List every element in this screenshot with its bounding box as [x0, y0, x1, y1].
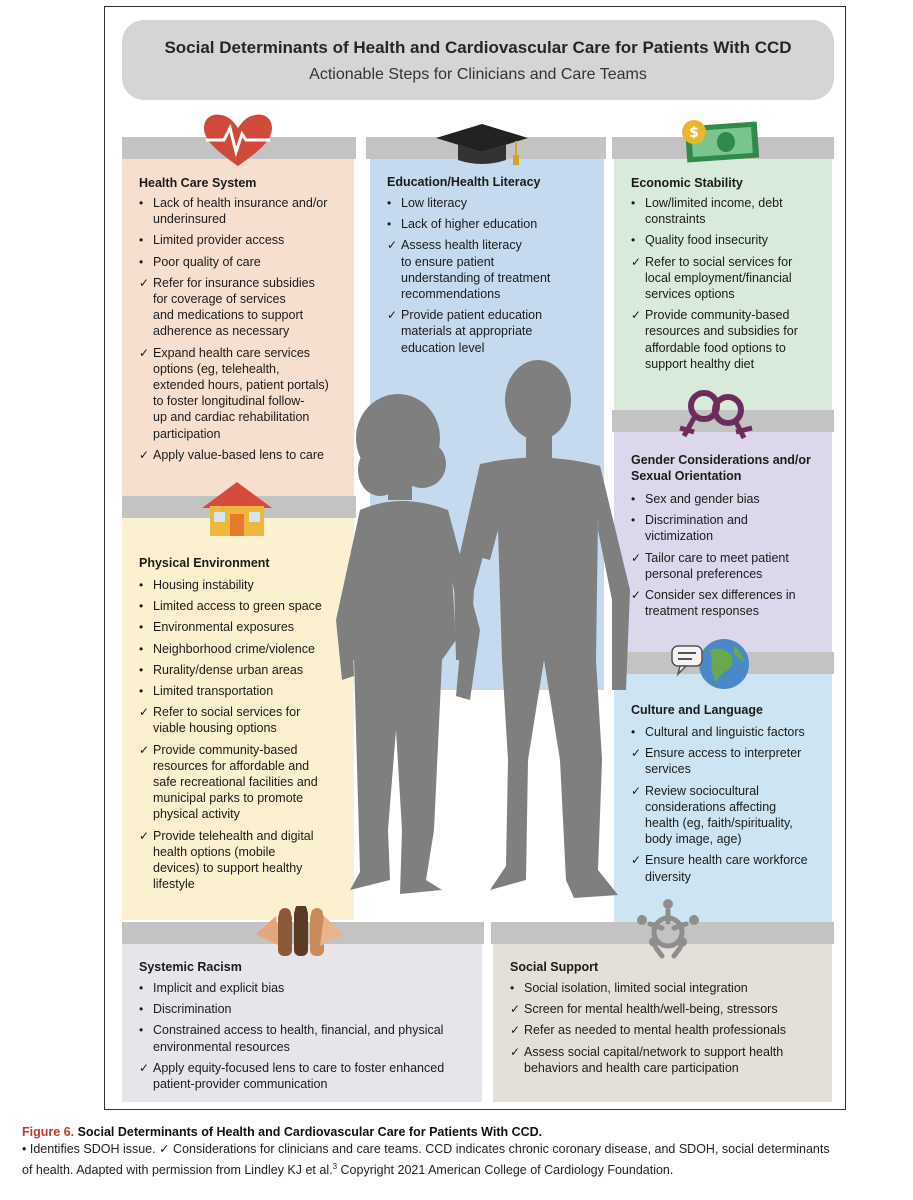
check-marker: ✓ — [139, 828, 150, 843]
clinician-consideration-item — [631, 587, 827, 619]
systemic-racism-list — [139, 980, 479, 1097]
figure-caption — [22, 1124, 912, 1179]
item-text-line: constraints — [645, 212, 706, 227]
physical-environment-list — [139, 577, 351, 897]
item-text-line: Ensure access to interpreter — [645, 746, 802, 761]
item-text-line: for coverage of services — [153, 292, 286, 307]
clinician-consideration-item — [510, 1001, 830, 1017]
health-care-system-title: Health Care System — [139, 176, 257, 190]
bullet-marker: • — [139, 662, 144, 677]
clinician-consideration-item — [139, 742, 351, 823]
bullet-marker: • — [510, 981, 515, 995]
caption-issue-text: Identifies SDOH issue. — [26, 1142, 160, 1156]
bullet-marker: • — [139, 578, 144, 592]
item-text-line: Implicit and explicit bias — [153, 981, 285, 995]
physical-environment-title: Physical Environment — [139, 556, 270, 570]
diverse-hands-icon — [252, 906, 348, 958]
systemic-racism-title: Systemic Racism — [139, 960, 242, 974]
item-text-line: diversity — [645, 869, 691, 884]
item-text-line: Limited access to green space — [153, 599, 322, 614]
check-marker: ✓ — [139, 447, 150, 462]
figure-label: Figure 6. — [22, 1125, 75, 1139]
sdoh-issue-item — [139, 232, 351, 248]
sdoh-issue-item — [510, 980, 830, 996]
heart-ekg-icon — [202, 114, 274, 168]
item-text-line: Expand health care services — [153, 345, 311, 360]
item-text-line: Cultural and linguistic factors — [645, 725, 805, 739]
check-marker: ✓ — [631, 746, 642, 761]
item-text-line: behaviors and health care participation — [524, 1060, 739, 1075]
item-text-line: devices) to support healthy — [153, 861, 303, 876]
item-text-line: Refer to social services for — [153, 705, 301, 720]
sdoh-issue-item — [139, 619, 351, 635]
clinician-consideration-item — [387, 237, 599, 302]
caption-line-2 — [22, 1158, 912, 1179]
bullet-marker: • — [139, 641, 144, 656]
social-support-list — [510, 980, 830, 1081]
education-title: Education/Health Literacy — [387, 175, 541, 189]
clinician-consideration-item — [139, 275, 351, 340]
item-text-line: safe recreational facilities and — [153, 775, 318, 790]
bullet-marker: • — [139, 196, 144, 210]
item-text-line: Neighborhood crime/violence — [153, 641, 315, 656]
item-text-line: body image, age) — [645, 832, 742, 847]
item-text-line: understanding of treatment — [401, 270, 551, 285]
people-silhouette — [330, 360, 660, 920]
check-marker: ✓ — [631, 588, 642, 603]
gender-title-line-1: Gender Considerations and/or — [631, 453, 811, 467]
gender-symbols-icon — [676, 388, 760, 440]
caption-reference: 3 — [332, 1162, 338, 1171]
caption-bullet: • — [22, 1142, 27, 1156]
item-text-line: resources for affordable and — [153, 758, 310, 773]
sdoh-issue-item — [631, 491, 827, 507]
clinician-consideration-item — [139, 345, 351, 442]
house-icon — [200, 478, 274, 538]
sdoh-issue-item — [139, 641, 351, 657]
check-marker: ✓ — [631, 550, 642, 565]
caption-line-1 — [22, 1141, 912, 1158]
item-text-line: Ensure health care workforce — [645, 853, 808, 868]
social-support-title: Social Support — [510, 960, 599, 974]
item-text-line: Limited transportation — [153, 684, 274, 699]
globe-speech-icon — [670, 636, 754, 692]
item-text-line: affordable food options to — [645, 340, 786, 355]
item-text-line: Lack of health insurance and/or — [153, 196, 328, 210]
clinician-consideration-item — [387, 307, 599, 356]
item-text-line: underinsured — [153, 212, 226, 227]
bullet-marker: • — [139, 1002, 144, 1017]
item-text-line: Poor quality of care — [153, 254, 261, 269]
health-care-system-list — [139, 195, 351, 468]
gender-title-line-2: Sexual Orientation — [631, 469, 742, 483]
item-text-line: Provide community-based — [645, 308, 790, 323]
bullet-marker: • — [139, 233, 144, 248]
item-text-line: extended hours, patient portals) — [153, 378, 329, 393]
item-text-line: Apply value-based lens to care — [153, 447, 324, 462]
check-marker: ✓ — [510, 1023, 521, 1038]
item-text-line: Housing instability — [153, 578, 254, 592]
item-text-line: Lack of higher education — [401, 217, 538, 232]
item-text-line: lifestyle — [153, 877, 195, 892]
sdoh-issue-item — [631, 724, 827, 740]
sdoh-issue-item — [139, 980, 479, 996]
item-text-line: personal preferences — [645, 566, 763, 581]
item-text-line: Rurality/dense urban areas — [153, 662, 304, 677]
item-text-line: Quality food insecurity — [645, 233, 768, 248]
item-text-line: education level — [401, 340, 485, 355]
item-text-line: Assess social capital/network to support health — [524, 1044, 784, 1059]
item-text-line: up and cardiac rehabilitation — [153, 410, 310, 425]
item-text-line: support healthy diet — [645, 356, 755, 371]
item-text-line: and medications to support — [153, 308, 304, 323]
title-banner — [122, 20, 834, 100]
clinician-consideration-item — [631, 745, 827, 777]
item-text-line: participation — [153, 426, 221, 441]
figure-title: Social Determinants of Health and Cardiovascular Care for Patients With CCD. — [77, 1125, 543, 1139]
check-marker: ✓ — [139, 345, 150, 360]
item-text-line: considerations affecting — [645, 799, 777, 814]
item-text-line: health (eg, faith/spirituality, — [645, 816, 793, 831]
check-marker: ✓ — [631, 254, 642, 269]
bullet-marker: • — [631, 492, 636, 506]
item-text-line: Sex and gender bias — [645, 492, 760, 506]
money-bill-icon — [678, 118, 760, 164]
check-marker: ✓ — [139, 742, 150, 757]
bullet-marker: • — [139, 684, 144, 699]
sdoh-issue-item — [139, 1001, 479, 1017]
item-text-line: adherence as necessary — [153, 324, 290, 339]
item-text-line: materials at appropriate — [401, 324, 533, 339]
gender-list — [631, 491, 827, 624]
bullet-marker: • — [139, 1023, 144, 1038]
sdoh-issue-item — [139, 1022, 479, 1054]
bullet-marker: • — [139, 981, 144, 995]
check-marker: ✓ — [387, 308, 398, 323]
item-text-line: Limited provider access — [153, 233, 285, 248]
item-text-line: victimization — [645, 529, 714, 544]
item-text-line: municipal parks to promote — [153, 791, 304, 806]
item-text-line: Tailor care to meet patient — [645, 550, 789, 565]
sdoh-issue-item — [631, 232, 827, 248]
sdoh-issue-item — [139, 683, 351, 699]
caption-adapted-text: of health. Adapted with permission from Lindley KJ et al. — [22, 1163, 333, 1178]
clinician-consideration-item — [510, 1044, 830, 1076]
caption-check: ✓ — [159, 1142, 170, 1156]
item-text-line: Low literacy — [401, 196, 467, 210]
economic-stability-title: Economic Stability — [631, 176, 743, 190]
item-text-line: Refer to social services for — [645, 254, 793, 269]
sdoh-issue-item — [387, 195, 599, 211]
sdoh-issue-item — [631, 512, 827, 544]
check-marker: ✓ — [510, 1002, 521, 1017]
clinician-consideration-item — [631, 307, 827, 372]
sdoh-issue-item — [631, 195, 827, 227]
clinician-consideration-item — [631, 550, 827, 582]
item-text-line: Review sociocultural — [645, 783, 759, 798]
sdoh-issue-item — [387, 216, 599, 232]
item-text-line: Consider sex differences in — [645, 588, 796, 603]
item-text-line: Social isolation, limited social integration — [524, 981, 748, 995]
item-text-line: patient-provider communication — [153, 1077, 328, 1092]
check-marker: ✓ — [510, 1044, 521, 1059]
item-text-line: Discrimination — [153, 1002, 232, 1017]
item-text-line: health options (mobile — [153, 844, 276, 859]
bullet-marker: • — [387, 217, 392, 232]
check-marker: ✓ — [139, 705, 150, 720]
caption-copyright-text: Copyright 2021 American College of Cardiology Foundation. — [337, 1163, 674, 1178]
clinician-consideration-item — [631, 852, 827, 884]
item-text-line: Provide community-based — [153, 742, 298, 757]
bullet-marker: • — [631, 513, 636, 528]
bullet-marker: • — [139, 254, 144, 269]
bullet-marker: • — [631, 725, 636, 739]
item-text-line: recommendations — [401, 287, 501, 302]
item-text-line: Apply equity-focused lens to care to foster enhanced — [153, 1060, 445, 1075]
sdoh-issue-item — [139, 195, 351, 227]
item-text-line: Assess health literacy — [401, 238, 522, 253]
bullet-marker: • — [139, 599, 144, 614]
clinician-consideration-item — [139, 447, 351, 463]
graduation-cap-icon — [434, 122, 530, 166]
item-text-line: Provide patient education — [401, 308, 543, 323]
figure-main-title: Social Determinants of Health and Cardiovascular Care for Patients With CCD — [164, 38, 792, 57]
item-text-line: services options — [645, 287, 735, 302]
check-marker: ✓ — [631, 853, 642, 868]
clinician-consideration-item — [510, 1022, 830, 1038]
item-text-line: environmental resources — [153, 1039, 290, 1054]
item-text-line: Provide telehealth and digital — [153, 828, 314, 843]
economic-stability-list — [631, 195, 827, 377]
item-text-line: Low/limited income, debt — [645, 196, 783, 210]
item-text-line: physical activity — [153, 807, 240, 822]
item-text-line: options (eg, telehealth, — [153, 361, 280, 376]
bullet-marker: • — [631, 196, 636, 210]
svg-text:$: $ — [689, 125, 699, 141]
education-list — [387, 195, 599, 361]
figure-subtitle: Actionable Steps for Clinicians and Care Teams — [309, 66, 647, 83]
caption-title-line — [22, 1124, 912, 1141]
sdoh-issue-item — [139, 662, 351, 678]
check-marker: ✓ — [631, 783, 642, 798]
bullet-marker: • — [139, 620, 144, 635]
item-text-line: services — [645, 762, 691, 777]
culture-language-list — [631, 724, 827, 890]
item-text-line: resources and subsidies for — [645, 324, 798, 339]
check-marker: ✓ — [139, 1060, 150, 1075]
caption-considerations-text: Considerations for clinicians and care teams. CCD indicates chronic coronary disease, and SDOH, social determinants — [169, 1142, 830, 1156]
item-text-line: Refer as needed to mental health professionals — [524, 1023, 786, 1038]
bullet-marker: • — [631, 233, 636, 248]
item-text-line: Environmental exposures — [153, 620, 295, 635]
bullet-marker: • — [387, 196, 392, 210]
item-text-line: Refer for insurance subsidies — [153, 275, 315, 290]
item-text-line: Screen for mental health/well-being, stressors — [524, 1002, 778, 1017]
item-text-line: local employment/financial — [645, 270, 792, 285]
gender-title — [631, 452, 811, 484]
item-text-line: Constrained access to health, financial, and physical — [153, 1023, 444, 1038]
item-text-line: to ensure patient — [401, 254, 495, 269]
item-text-line: Discrimination and — [645, 513, 748, 528]
clinician-consideration-item — [139, 1060, 479, 1092]
clinician-consideration-item — [139, 704, 351, 736]
clinician-consideration-item — [139, 828, 351, 893]
check-marker: ✓ — [387, 238, 398, 253]
item-text-line: treatment responses — [645, 604, 759, 619]
item-text-line: to foster longitudinal follow- — [153, 394, 305, 409]
clinician-consideration-item — [631, 783, 827, 848]
sdoh-issue-item — [139, 577, 351, 593]
check-marker: ✓ — [631, 308, 642, 323]
sdoh-issue-item — [139, 254, 351, 270]
clinician-consideration-item — [631, 254, 827, 303]
people-circle-icon — [630, 898, 706, 960]
check-marker: ✓ — [139, 275, 150, 290]
sdoh-issue-item — [139, 598, 351, 614]
item-text-line: viable housing options — [153, 721, 277, 736]
culture-language-title: Culture and Language — [631, 703, 763, 717]
